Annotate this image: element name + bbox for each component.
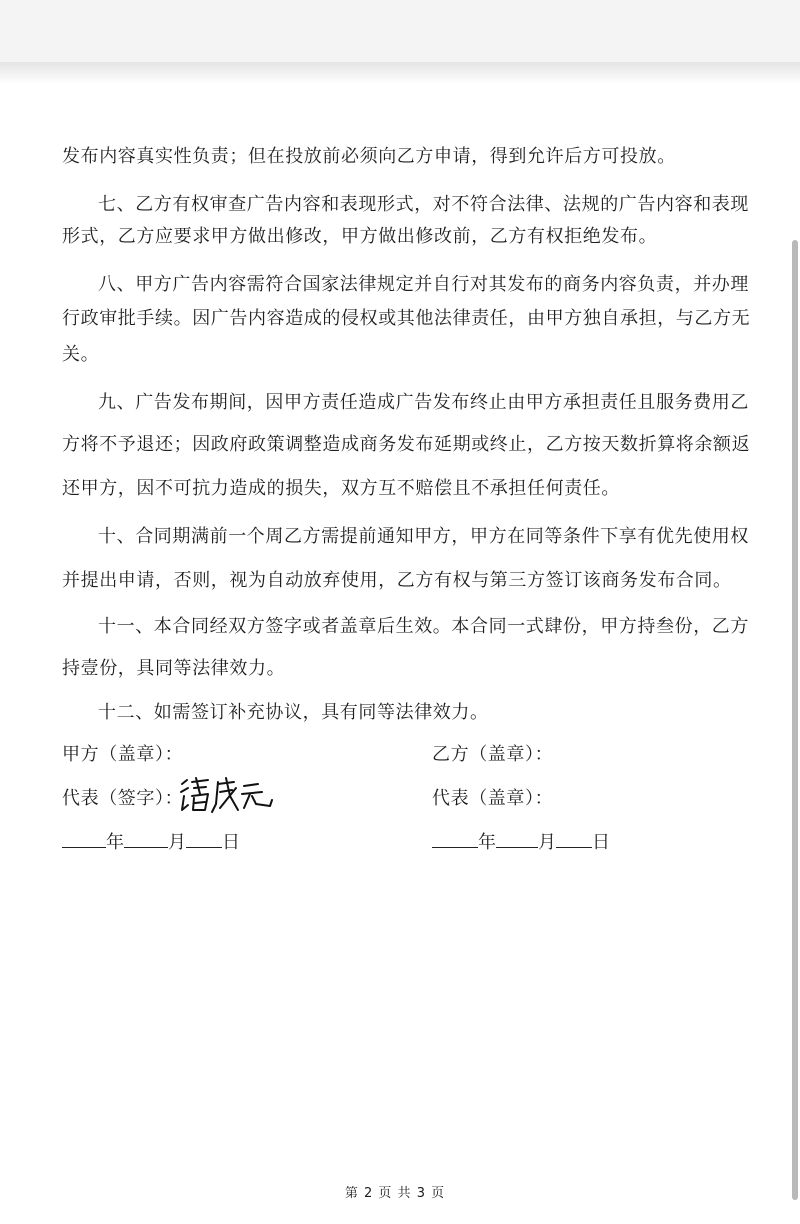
party-b-seal-label: 乙方（盖章）：	[432, 744, 554, 765]
clause-9-line-3: 还甲方，因不可抗力造成的损失，双方互不赔偿且不承担任何责任。	[62, 478, 620, 499]
clause-8-line-3: 关。	[62, 344, 100, 365]
day-label: 日	[222, 832, 240, 853]
party-a-rep-label: 代表（签字）：	[62, 788, 184, 809]
party-a-date	[62, 828, 240, 854]
party-a-handwritten-signature	[178, 774, 288, 816]
month-blank[interactable]	[496, 833, 538, 848]
month-label: 月	[168, 832, 186, 853]
clause-7-line-2: 形式，乙方应要求甲方做出修改，甲方做出修改前，乙方有权拒绝发布。	[62, 226, 658, 247]
day-blank[interactable]	[186, 833, 222, 848]
contract-page	[0, 84, 790, 1224]
viewer-top-bar	[0, 0, 800, 62]
party-a-seal-label: 甲方（盖章）：	[62, 744, 184, 765]
year-blank[interactable]	[432, 833, 478, 848]
clause-8-line-1: 八、甲方广告内容需符合国家法律规定并自行对其发布的商务内容负责，并办理	[98, 274, 749, 295]
year-label: 年	[106, 832, 124, 853]
party-b-date	[432, 828, 610, 854]
page-number: 第 2 页 共 3 页	[344, 1186, 446, 1201]
clause-9-line-1: 九、广告发布期间，因甲方责任造成广告发布终止由甲方承担责任且服务费用乙	[98, 392, 749, 413]
page-edge-shadow	[0, 62, 800, 84]
day-blank[interactable]	[556, 833, 592, 848]
scrollbar-thumb[interactable]	[792, 240, 798, 1200]
clause-8-line-2: 行政审批手续。因广告内容造成的侵权或其他法律责任，由甲方独自承担，与乙方无	[62, 308, 751, 329]
clause-10-line-1: 十、合同期满前一个周乙方需提前通知甲方，甲方在同等条件下享有优先使用权	[98, 526, 749, 547]
month-blank[interactable]	[124, 833, 168, 848]
clause-7-line-1: 七、乙方有权审查广告内容和表现形式，对不符合法律、法规的广告内容和表现	[98, 194, 749, 215]
month-label: 月	[538, 832, 556, 853]
clause-11-line-1: 十一、本合同经双方签字或者盖章后生效。本合同一式肆份，甲方持叁份，乙方	[98, 616, 749, 637]
clause-12: 十二、如需签订补充协议，具有同等法律效力。	[98, 702, 489, 723]
year-blank[interactable]	[62, 833, 106, 848]
clause-10-line-2: 并提出申请，否则，视为自动放弃使用，乙方有权与第三方签订该商务发布合同。	[62, 570, 732, 591]
clause-6-continuation: 发布内容真实性负责；但在投放前必须向乙方申请，得到允许后方可投放。	[62, 146, 676, 167]
day-label: 日	[592, 832, 610, 853]
year-label: 年	[478, 832, 496, 853]
party-b-rep-label: 代表（盖章）：	[432, 788, 554, 809]
clause-9-line-2: 方将不予退还；因政府政策调整造成商务发布延期或终止，乙方按天数折算将余额返	[62, 434, 751, 455]
clause-11-line-2: 持壹份，具同等法律效力。	[62, 658, 286, 679]
